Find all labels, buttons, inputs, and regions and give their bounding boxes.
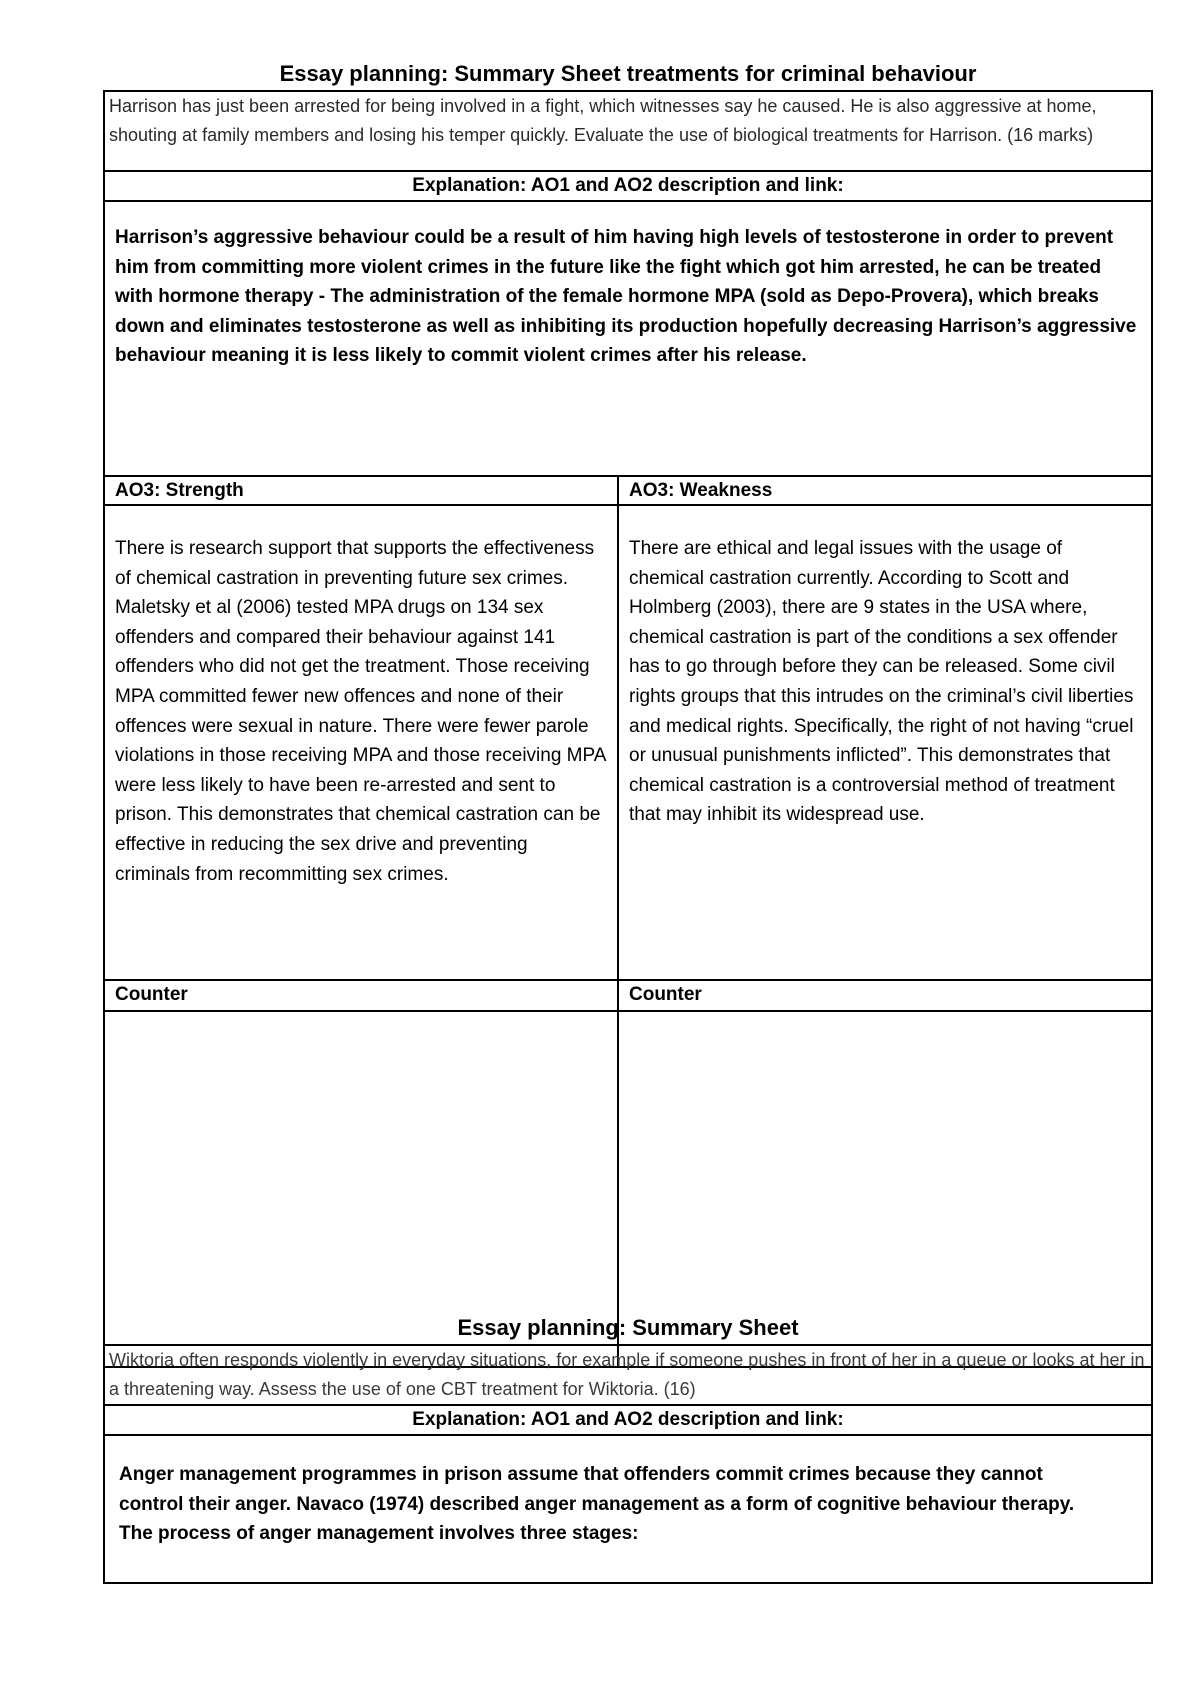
sheet-1-question: Harrison has just been arrested for being involved in a fight, which witnesses say he caused. He is also aggressive at home, shouting at family members and losing his temper quickly. Evaluate the use of biological treatments for Harrison. (16 marks) <box>109 96 1097 145</box>
weakness-text: There are ethical and legal issues with the usage of chemical castration currently. According to Scott and Holmberg (2003), there are 9 states in the USA where, chemical castration is part of the conditions a sex offender has to go through before they can be released. Some civil rights groups that this intrudes on the criminal’s civil liberties and medical rights. Specifically, the right of not having “cruel or unusual punishments inflicted”. This demonstrates that chemical castration is a controversial method of treatment that may inhibit its widespread use. <box>629 538 1134 826</box>
counter-right-header: Counter <box>629 984 702 1005</box>
sheet-2-explanation-header: Explanation: AO1 and AO2 description and link: <box>412 1409 844 1430</box>
sheet-2-explanation-header-cell <box>103 1404 1153 1436</box>
sheet-1-explanation-cell <box>103 200 1153 477</box>
weakness-header-cell <box>617 475 1153 506</box>
sheet-1-explanation-header-cell <box>103 170 1153 202</box>
sheet-1-explanation-header: Explanation: AO1 and AO2 description and link: <box>412 175 844 196</box>
sheet-1-title: Essay planning: Summary Sheet treatments for criminal behaviour <box>279 61 977 86</box>
sheet-2-question: Wiktoria often responds violently in everyday situations, for example if someone pushes in front of her in a queue or looks at her in a threatening way. Assess the use of one CBT treatment for Wiktoria. (16) <box>109 1350 1145 1399</box>
strength-header-cell <box>103 475 619 506</box>
counter-left-header-cell <box>103 979 619 1012</box>
sheet-1-explanation-text: Harrison’s aggressive behaviour could be a result of him having high levels of testosterone in order to prevent him from committing more violent crimes in the future like the fight which got him arrested, he can be treated with hormone therapy - The administration of the female hormone MPA (sold as Depo-Provera), which breaks down and eliminates testosterone as well as inhibiting its production hopefully decreasing Harrison’s aggressive behaviour meaning it is less likely to commit violent crimes after his release. <box>115 227 1137 367</box>
sheet-1-question-cell <box>103 90 1153 172</box>
counter-left-header: Counter <box>115 984 188 1005</box>
weakness-cell <box>617 504 1153 981</box>
weakness-header: AO3: Weakness <box>629 480 773 501</box>
sheet-2-explanation-text: Anger management programmes in prison assume that offenders commit crimes because they cannot control their anger. Navaco (1974) described anger management as a form of cognitive behaviour therapy. The process of anger management involves three stages: <box>119 1464 1075 1545</box>
sheet-2-question-cell <box>103 1344 1153 1406</box>
strength-text: There is research support that supports the effectiveness of chemical castration in preventing future sex crimes. Maletsky et al (2006) tested MPA drugs on 134 sex offenders and compared their behaviour against 141 offenders who did not get the treatment. Those receiving MPA committed fewer new offences and none of their offences were sexual in nature. There were fewer parole violations in those receiving MPA and those receiving MPA were less likely to have been re-arrested and sent to prison. This demonstrates that chemical castration can be effective in reducing the sex drive and preventing criminals from recommitting sex crimes. <box>115 538 606 885</box>
counter-right-header-cell <box>617 979 1153 1012</box>
sheet-2-explanation-cell <box>103 1434 1153 1584</box>
strength-cell <box>103 504 619 981</box>
strength-header: AO3: Strength <box>115 480 244 501</box>
sheet-2-title: Essay planning: Summary Sheet <box>457 1315 799 1340</box>
